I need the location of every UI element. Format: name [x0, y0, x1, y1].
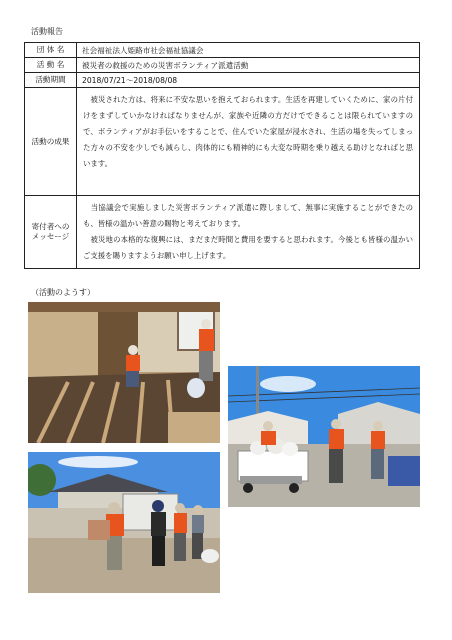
- activity-label: 活 動 名: [25, 58, 77, 73]
- photo-truck-loading: [228, 366, 420, 507]
- photos-caption: （活動のようす）: [31, 288, 95, 297]
- report-table: [24, 42, 420, 269]
- message-paragraph-1: 当協議会で実施しました災害ボランティア派遣に際しまして、無事に実施することができたのも、皆様の温かい善意の賜物と考えております。: [83, 203, 413, 228]
- period-value: 2018/07/21～2018/08/08: [77, 73, 420, 88]
- message-label-line2: メッセージ: [31, 232, 70, 241]
- photo-interior-floor: [28, 302, 220, 443]
- message-row: [25, 196, 420, 269]
- message-label: [25, 196, 77, 269]
- period-row: [25, 73, 420, 88]
- report-heading: 活動報告: [31, 27, 63, 36]
- photo-carrying-bags: [28, 452, 220, 593]
- message-paragraph-2: 被災地の本格的な復興には、まだまだ時間と費用を要すると思われます。今後とも皆様の温かいご支援を賜りますようお願い申し上げます。: [83, 235, 413, 260]
- message-label-line1: 寄付者への: [31, 222, 70, 232]
- org-label: 団 体 名: [25, 43, 77, 58]
- org-row: [25, 43, 420, 58]
- result-label: 活動の成果: [25, 88, 77, 196]
- message-text: [77, 196, 420, 269]
- period-label: 活動期間: [25, 73, 77, 88]
- result-text: 被災された方は、将来に不安な思いを抱えておられます。生活を再建していくために、家の片付けをまずしていかなければなりませんが、家族や近隣の方だけでできることは限られていますので、ボランティアがお手伝いをすることで、住んでいた家屋が浸水され、生活の場を失ってしまった方々の不安を少しでも減らし、肉体的にも精神的にも大変な時期を乗り越える助けとなればと思います。: [77, 88, 420, 196]
- activity-row: [25, 58, 420, 73]
- org-value: 社会福祉法人姫路市社会福祉協議会: [77, 43, 420, 58]
- result-row: [25, 88, 420, 196]
- activity-value: 被災者の救援のための災害ボランティア派遣活動: [77, 58, 420, 73]
